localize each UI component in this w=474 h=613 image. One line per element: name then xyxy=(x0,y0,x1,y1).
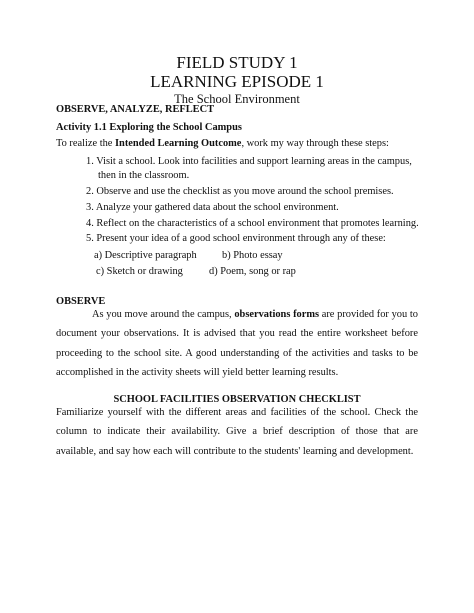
title-learning-episode: LEARNING EPISODE 1 xyxy=(150,72,324,91)
option-a: a) Descriptive paragraph xyxy=(94,250,197,261)
option-c: c) Sketch or drawing xyxy=(96,266,183,277)
step-3: 3. Analyze your gathered data about the school environment. xyxy=(86,202,339,213)
observe-heading: OBSERVE xyxy=(56,296,106,307)
title-field-study: FIELD STUDY 1 xyxy=(176,53,298,72)
activity-intro xyxy=(56,137,389,150)
option-d: d) Poem, song or rap xyxy=(209,266,296,277)
step-1: 1. Visit a school. Look into facilities and support learning areas in the campus, xyxy=(86,156,412,167)
intro-text-pre: To realize the xyxy=(56,138,115,149)
checklist-heading: SCHOOL FACILITIES OBSERVATION CHECKLIST xyxy=(113,394,361,405)
step-5: 5. Present your idea of a good school environment through any of these: xyxy=(86,233,386,244)
checklist-paragraph: Familiarize yourself with the different areas and facilities of the school. Check the column to indicate their availability. Give a brief description of those that are available, and say how each will contribute to the students' learning and development. xyxy=(56,407,418,457)
observe-text-post: are provided for you to document your observations. It is advised that you read the entire worksheet before proceeding to the school site. A good understanding of the activities and tasks to be accomplished in the activity sheets will yield better learning results. xyxy=(56,309,418,378)
intro-text-bold: Intended Learning Outcome xyxy=(115,138,242,149)
step-4: 4. Reflect on the characteristics of a school environment that promotes learning. xyxy=(86,218,419,229)
step-2: 2. Observe and use the checklist as you move around the school premises. xyxy=(86,186,394,197)
activity-heading: Activity 1.1 Exploring the School Campus xyxy=(56,122,242,133)
observe-paragraph xyxy=(56,305,418,382)
step-1-continued: then in the classroom. xyxy=(98,170,190,181)
observe-text-bold: observations forms xyxy=(234,309,320,320)
heading-observe-analyze-reflect: OBSERVE, ANALYZE, REFLECT xyxy=(56,104,215,115)
subtitle: The School Environment xyxy=(174,92,300,106)
intro-text-post: , work my way through these steps: xyxy=(241,138,389,149)
observe-text-pre: As you move around the campus, xyxy=(92,309,235,320)
option-b: b) Photo essay xyxy=(222,250,283,261)
